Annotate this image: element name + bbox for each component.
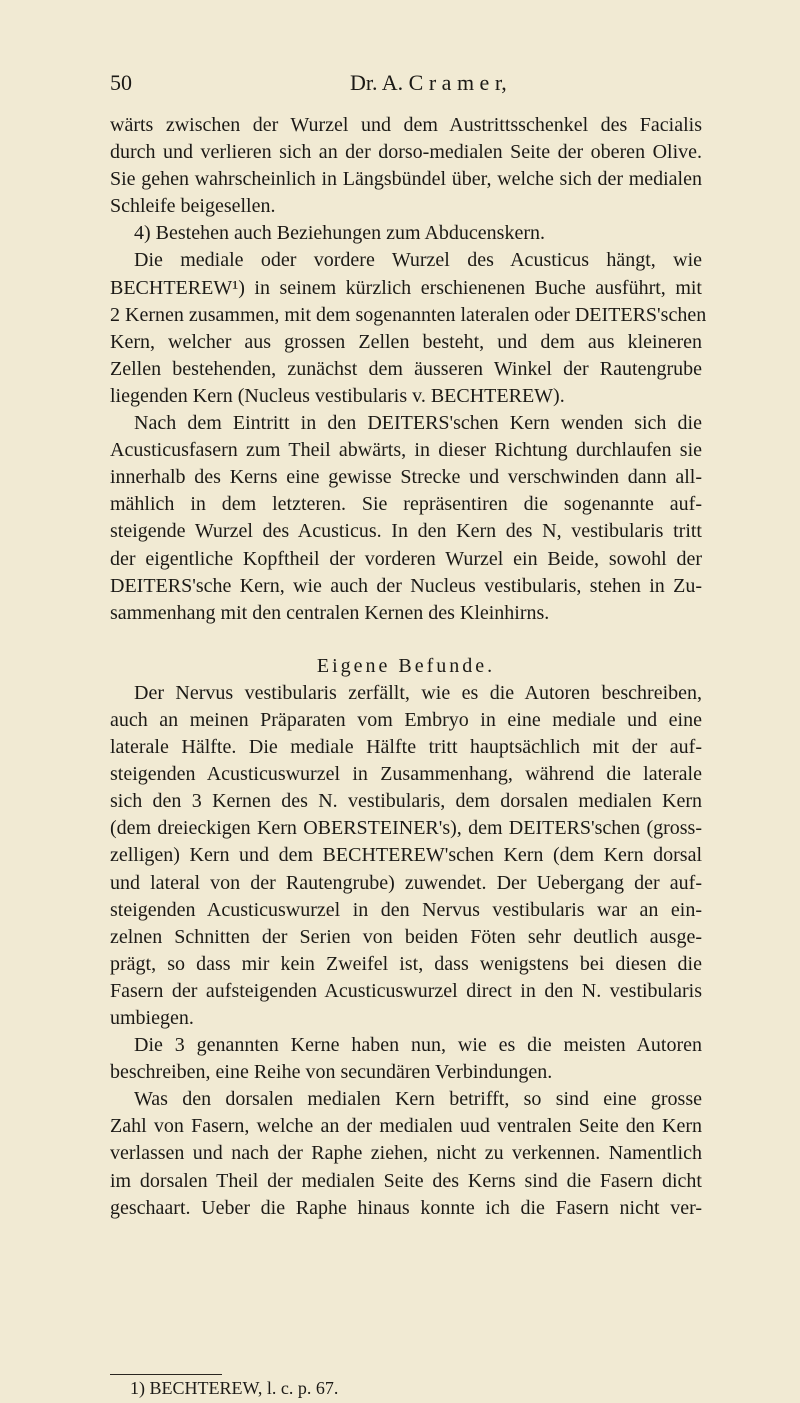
text-line: DEITERS'sche Kern, wie auch der Nucleus vestibularis, stehen in Zu-	[110, 574, 702, 597]
text-line: prägt, so dass mir kein Zweifel ist, dass wenigstens bei diesen die	[110, 952, 702, 975]
text-line: auch an meinen Präparaten vom Embryo in eine mediale und eine	[110, 708, 702, 731]
text-line: und lateral von der Rautengrube) zuwendet. Der Uebergang der auf-	[110, 871, 702, 894]
section-heading: Eigene Befunde.	[316, 654, 496, 677]
page-number: 50	[110, 70, 132, 95]
section-gap	[110, 627, 702, 653]
text-line: im dorsalen Theil der medialen Seite des Kerns sind die Fasern dicht	[110, 1169, 702, 1192]
text-line: Schleife beigesellen.	[110, 195, 276, 218]
text-line: beschreiben, eine Reihe von secundären Verbindungen.	[110, 1061, 553, 1084]
text-line: Acusticusfasern zum Theil abwärts, in dieser Richtung durchlaufen sie	[110, 439, 702, 462]
text-line: steigenden Acusticuswurzel in Zusammenhang, während die laterale	[110, 763, 702, 786]
text-line: umbiegen.	[110, 1007, 194, 1029]
text-line: verlassen und nach der Raphe ziehen, nicht zu verkennen. Namentlich	[110, 1142, 702, 1165]
footnote: 1) BECHTEREW, l. c. p. 67.	[130, 1378, 339, 1398]
text-line: Zahl von Fasern, welche an der medialen uud ventralen Seite den Kern	[110, 1115, 702, 1138]
text-line: Der Nervus vestibularis zerfällt, wie es die Autoren beschreiben,	[134, 681, 702, 704]
text-line: Nach dem Eintritt in den DEITERS'schen Kern wenden sich die	[134, 412, 702, 435]
text-line: mählich in dem letzteren. Sie repräsentiren die sogenannte auf-	[110, 493, 702, 516]
text-line: zelnen Schnitten der Serien von beiden Föten sehr deutlich ausge-	[110, 925, 702, 948]
text-line: geschaart. Ueber die Raphe hinaus konnte ich die Fasern nicht ver-	[110, 1196, 702, 1219]
text-line: durch und verlieren sich an der dorso-medialen Seite der oberen Olive.	[110, 141, 702, 164]
text-line: 2 Kernen zusammen, mit dem sogenannten lateralen oder DEITERS'schen	[110, 303, 707, 326]
text-line: (dem dreieckigen Kern OBERSTEINER's), dem DEITERS'schen (gross-	[110, 817, 702, 840]
text-line: BECHTEREW¹) in seinem kürzlich erschienenen Buche ausführt, mit	[110, 276, 702, 299]
text-line: steigende Wurzel des Acusticus. In den Kern des N, vestibularis tritt	[110, 520, 702, 543]
body-text	[110, 112, 707, 1222]
running-head: Dr. A. C r a m e r,	[350, 70, 507, 95]
text-line: der eigentliche Kopftheil der vorderen Wurzel ein Beide, sowohl der	[110, 547, 702, 570]
text-line: laterale Hälfte. Die mediale Hälfte tritt hauptsächlich mit der auf-	[110, 736, 702, 759]
text-line: innerhalb des Kerns eine gewisse Strecke und verschwinden dann all-	[110, 466, 702, 489]
text-line: sammenhang mit den centralen Kernen des Kleinhirns.	[110, 601, 550, 624]
text-line: Kern, welcher aus grossen Zellen besteht, und dem aus kleineren	[110, 330, 702, 353]
text-line: Die 3 genannten Kerne haben nun, wie es die meisten Autoren	[134, 1034, 702, 1057]
text-line: steigenden Acusticuswurzel in den Nervus vestibularis war an ein-	[110, 898, 702, 921]
footnote-divider	[110, 1374, 222, 1375]
text-line: Was den dorsalen medialen Kern betrifft, so sind eine grosse	[134, 1088, 702, 1111]
text-line: Fasern der aufsteigenden Acusticuswurzel direct in den N. vestibularis	[110, 979, 702, 1002]
text-line: 4) Bestehen auch Beziehungen zum Abducenskern.	[134, 222, 545, 245]
text-line: Sie gehen wahrscheinlich in Längsbündel über, welche sich der medialen	[110, 168, 702, 191]
text-line: liegenden Kern (Nucleus vestibularis v. BECHTEREW).	[110, 384, 565, 407]
text-line: zelligen) Kern und dem BECHTEREW'schen Kern (dem Kern dorsal	[110, 844, 702, 867]
text-line: Zellen bestehenden, zunächst dem äusseren Winkel der Rautengrube	[110, 357, 702, 380]
text-line: Die mediale oder vordere Wurzel des Acusticus hängt, wie	[134, 249, 702, 272]
text-line: wärts zwischen der Wurzel und dem Austrittsschenkel des Facialis	[110, 114, 702, 136]
page-header	[110, 70, 700, 106]
text-line: sich den 3 Kernen des N. vestibularis, dem dorsalen medialen Kern	[110, 790, 702, 813]
